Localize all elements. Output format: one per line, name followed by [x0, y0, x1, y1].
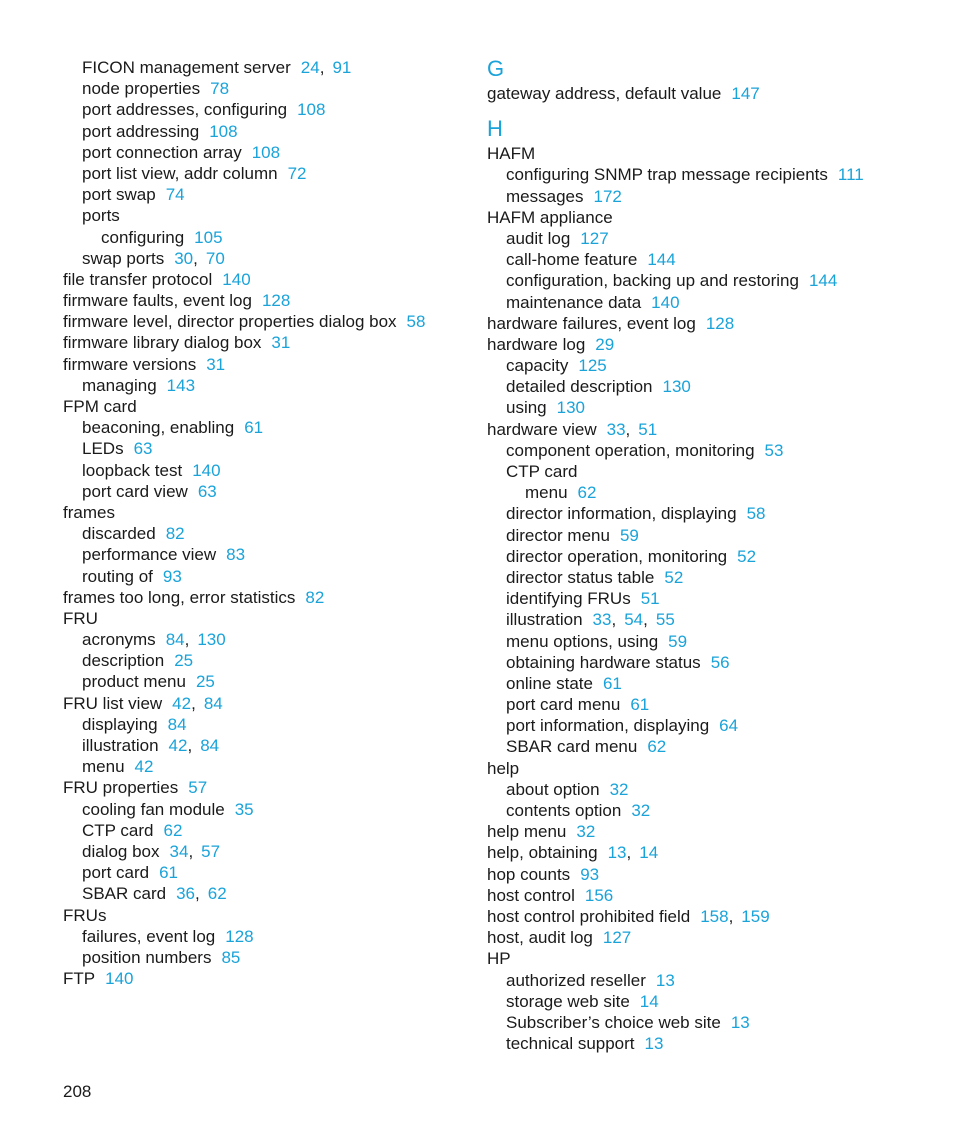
index-entry [63, 693, 473, 714]
page-link[interactable]: 78 [210, 79, 230, 99]
page-number: 208 [63, 1082, 92, 1101]
index-term: firmware library dialog box [63, 333, 262, 353]
index-entry [63, 862, 473, 883]
page-link[interactable]: 33 [592, 610, 612, 630]
index-entry [63, 735, 473, 756]
index-term: beaconing, enabling [82, 418, 235, 438]
page-link[interactable]: 144 [647, 250, 676, 270]
page-link[interactable]: 33 [606, 419, 626, 439]
index-entry [63, 671, 473, 692]
index-term: call-home feature [506, 250, 638, 270]
index-term: FICON management server [82, 58, 291, 77]
page-link[interactable]: 62 [163, 820, 183, 840]
page-link[interactable]: 128 [225, 926, 254, 946]
index-entry [63, 544, 473, 565]
index-entry [487, 143, 927, 164]
index-entry [63, 566, 473, 587]
page-link[interactable]: 59 [668, 631, 688, 651]
index-entry [63, 311, 473, 332]
page-link[interactable]: 91 [332, 58, 352, 77]
index-entry [487, 482, 927, 503]
page-separator: , [625, 419, 631, 439]
section-letter: H [487, 116, 503, 142]
index-term: port card [82, 863, 150, 883]
index-entry [63, 841, 473, 862]
index-entry [487, 970, 927, 991]
page-link[interactable]: 59 [619, 525, 639, 545]
index-entry [63, 968, 473, 989]
page-link[interactable]: 14 [639, 991, 659, 1011]
page-link[interactable]: 51 [640, 589, 660, 609]
index-entry [63, 820, 473, 841]
page-link[interactable]: 84 [165, 630, 185, 650]
index-entry [63, 142, 473, 163]
index-term: director operation, monitoring [506, 546, 728, 566]
index-term: ports [82, 206, 120, 226]
index-term: menu [82, 757, 125, 777]
index-entry [487, 609, 927, 630]
index-term: dialog box [82, 841, 160, 861]
index-entry [63, 57, 473, 78]
page-link[interactable]: 84 [167, 714, 187, 734]
page-link[interactable]: 31 [206, 354, 226, 374]
index-term: routing of [82, 566, 153, 586]
page-link[interactable]: 42 [134, 757, 154, 777]
page-link[interactable]: 25 [174, 651, 194, 671]
page-link[interactable]: 62 [207, 884, 227, 904]
page-link[interactable]: 128 [705, 313, 735, 333]
page-link[interactable]: 14 [639, 843, 659, 863]
index-term: about option [506, 779, 600, 799]
page-link[interactable]: 147 [731, 84, 760, 103]
page-link[interactable]: 143 [166, 375, 196, 395]
index-entry [487, 652, 927, 673]
index-entry [63, 502, 473, 523]
index-term: authorized reseller [506, 970, 646, 990]
index-entry [487, 334, 927, 355]
page-link[interactable]: 55 [655, 610, 675, 630]
page-link[interactable]: 108 [209, 121, 238, 141]
page-link[interactable]: 82 [305, 587, 325, 607]
page-link[interactable]: 13 [655, 970, 675, 990]
page-separator: , [188, 841, 194, 861]
index-term: acronyms [82, 630, 156, 650]
page-link[interactable]: 54 [624, 610, 644, 630]
index-entry [487, 355, 927, 376]
index-term: discarded [82, 524, 156, 544]
index-entry [63, 756, 473, 777]
index-term: illustration [506, 610, 583, 630]
index-term: director information, displaying [506, 504, 737, 524]
index-term: port information, displaying [506, 716, 710, 736]
index-term: performance view [82, 545, 217, 565]
page-link[interactable]: 93 [580, 864, 600, 884]
index-term: configuring [101, 227, 185, 247]
page-link[interactable]: 108 [297, 100, 326, 120]
index-entry [487, 419, 927, 440]
page-link[interactable]: 13 [607, 843, 627, 863]
index-entry [487, 864, 927, 885]
index-term: port list view, addr column [82, 163, 278, 183]
index-entry [487, 292, 927, 313]
page-separator: , [611, 610, 617, 630]
page-link[interactable]: 51 [638, 419, 658, 439]
index-entry [63, 650, 473, 671]
index-entry [63, 205, 473, 226]
page-link[interactable]: 64 [719, 716, 739, 736]
index-term: position numbers [82, 947, 212, 967]
index-term: configuring SNMP trap message recipients [506, 165, 828, 185]
index-entry [487, 270, 927, 291]
index-entry [63, 947, 473, 968]
index-term: loopback test [82, 460, 183, 480]
index-term: description [82, 651, 165, 671]
index-term: LEDs [82, 439, 124, 459]
index-term: file transfer protocol [63, 269, 213, 289]
page-link[interactable]: 72 [287, 163, 307, 183]
index-entry [487, 842, 927, 863]
index-term: illustration [82, 736, 159, 755]
page-link[interactable]: 125 [578, 356, 607, 376]
index-term: port card menu [506, 695, 621, 715]
index-term: SBAR card [82, 884, 167, 904]
page-link[interactable]: 61 [244, 418, 264, 438]
page-link[interactable]: 172 [593, 186, 622, 206]
index-term: port addressing [82, 121, 200, 141]
page-link[interactable]: 159 [741, 906, 770, 926]
page-link[interactable]: 140 [651, 292, 680, 312]
page-separator: , [643, 610, 648, 630]
page-link[interactable]: 13 [644, 1034, 664, 1054]
index-term: managing [82, 375, 157, 395]
page-link[interactable]: 127 [580, 228, 609, 248]
index-term: port connection array [82, 142, 242, 162]
page-link[interactable]: 84 [200, 736, 220, 755]
index-term: hardware view [487, 419, 597, 439]
index-term: port swap [82, 185, 156, 205]
index-term: hop counts [487, 864, 571, 884]
index-term: messages [506, 186, 584, 206]
index-term: storage web site [506, 991, 630, 1011]
index-entry [487, 207, 927, 228]
page-link[interactable]: 108 [251, 142, 281, 162]
index-term: FRU properties [63, 778, 179, 798]
index-term: help, obtaining [487, 843, 598, 863]
index-entry [63, 587, 473, 608]
index-entry [63, 78, 473, 99]
page-link[interactable]: 53 [764, 440, 784, 460]
index-term: FRU [63, 608, 98, 628]
index-entry [487, 83, 927, 104]
page-link[interactable]: 35 [234, 799, 254, 819]
page-link[interactable]: 127 [602, 928, 632, 948]
index-entry [63, 417, 473, 438]
index-entry [63, 184, 473, 205]
index-entry [63, 460, 473, 481]
page-link[interactable]: 52 [737, 546, 757, 566]
index-term: identifying FRUs [506, 589, 631, 609]
index-entry [487, 525, 927, 546]
index-entry [487, 228, 927, 249]
page-link[interactable]: 83 [226, 545, 246, 565]
page-link[interactable]: 61 [159, 863, 179, 883]
page-link[interactable]: 62 [577, 483, 597, 503]
index-term: FTP [63, 969, 96, 989]
page-link[interactable]: 32 [576, 822, 596, 842]
page-link[interactable]: 158 [700, 906, 729, 926]
page-link[interactable]: 61 [630, 695, 650, 715]
index-term: HP [487, 949, 511, 969]
index-entry [63, 163, 473, 184]
page-link[interactable]: 34 [169, 841, 189, 861]
index-term: help [487, 758, 520, 778]
index-entry [487, 927, 927, 948]
index-term: technical support [506, 1034, 635, 1054]
page-link[interactable]: 82 [165, 524, 185, 544]
index-term: using [506, 398, 547, 418]
index-entry [487, 673, 927, 694]
section-letter: G [487, 56, 505, 81]
page-link[interactable]: 156 [584, 885, 614, 905]
page-link[interactable]: 58 [406, 312, 426, 332]
index-entry [487, 313, 927, 334]
index-term: firmware versions [63, 354, 197, 374]
index-term: maintenance data [506, 292, 642, 312]
page-link[interactable]: 74 [165, 185, 185, 205]
page-link[interactable]: 57 [201, 841, 221, 861]
index-term: CTP card [82, 820, 154, 840]
page-separator: , [193, 248, 198, 268]
index-entry [487, 800, 927, 821]
index-entry [63, 905, 473, 926]
index-entry [487, 885, 927, 906]
page-link[interactable]: 111 [837, 165, 864, 185]
page-separator: , [195, 884, 200, 904]
page-link[interactable]: 32 [631, 801, 651, 820]
index-term: Subscriber’s choice web site [506, 1012, 721, 1032]
index-term: FRU list view [63, 693, 163, 713]
index-term: HAFM appliance [487, 207, 613, 227]
index-term: menu options, using [506, 631, 659, 651]
index-entry [487, 376, 927, 397]
index-term: capacity [506, 356, 569, 376]
page-link[interactable]: 63 [197, 481, 217, 501]
index-entry [487, 397, 927, 418]
page-link[interactable]: 42 [168, 736, 188, 755]
page-link[interactable]: 128 [261, 291, 291, 311]
page-link[interactable]: 61 [602, 673, 622, 693]
index-entry [487, 948, 927, 969]
index-term: detailed description [506, 377, 653, 397]
index-entry [63, 332, 473, 353]
index-term: gateway address, default value [487, 84, 722, 103]
index-entry [487, 694, 927, 715]
index-term: SBAR card menu [506, 737, 638, 757]
index-column-right [487, 57, 927, 1054]
page-link[interactable]: 30 [174, 248, 194, 268]
page-link[interactable]: 140 [222, 269, 251, 289]
index-term: host control [487, 885, 575, 905]
page-link[interactable]: 62 [647, 737, 667, 757]
index-entry [63, 248, 473, 269]
page-link[interactable]: 130 [662, 377, 691, 397]
page-link[interactable]: 52 [664, 567, 684, 587]
index-entry [487, 736, 927, 757]
page-link[interactable]: 84 [203, 693, 223, 713]
page-link[interactable]: 70 [205, 248, 225, 268]
index-term: host control prohibited field [487, 906, 691, 926]
index-entry [63, 608, 473, 629]
index-entry [63, 777, 473, 798]
index-entry [63, 481, 473, 502]
index-entry [63, 883, 473, 904]
index-term: HAFM [487, 144, 536, 164]
index-term: firmware faults, event log [63, 291, 252, 311]
index-term: configuration, backing up and restoring [506, 271, 799, 291]
page-separator: , [728, 906, 734, 926]
page-separator: , [319, 58, 325, 77]
index-term: FPM card [63, 397, 137, 416]
index-entry [63, 714, 473, 735]
page-link[interactable]: 29 [595, 334, 615, 354]
page-separator: , [187, 736, 193, 755]
index-entry [487, 906, 927, 927]
page-link[interactable]: 93 [162, 566, 182, 586]
index-entry [487, 440, 927, 461]
index-entry [63, 396, 473, 417]
page-link[interactable]: 130 [556, 398, 586, 418]
index-entry [63, 227, 473, 248]
index-term: menu [525, 483, 568, 503]
index-entry [63, 269, 473, 290]
index-entry [487, 821, 927, 842]
index-term: swap ports [82, 248, 165, 268]
index-entry [487, 588, 927, 609]
page-separator: , [626, 843, 632, 863]
index-term: host, audit log [487, 928, 593, 948]
page-link[interactable]: 56 [710, 652, 730, 672]
page-link[interactable]: 140 [192, 460, 221, 480]
index-entry [63, 375, 473, 396]
index-term: director status table [506, 567, 655, 587]
page-separator: , [191, 693, 196, 713]
index-entry [487, 715, 927, 736]
index-entry [487, 631, 927, 652]
index-term: frames too long, error statistics [63, 587, 296, 607]
index-term: component operation, monitoring [506, 440, 755, 460]
index-term: frames [63, 502, 115, 522]
index-term: CTP card [506, 462, 578, 481]
index-entry [63, 629, 473, 650]
index-entry [63, 799, 473, 820]
index-column-left [63, 57, 473, 989]
page-link[interactable]: 42 [172, 693, 192, 713]
index-entry [487, 991, 927, 1012]
index-entry [63, 354, 473, 375]
index-term: displaying [82, 714, 158, 734]
index-entry [63, 121, 473, 142]
index-term: node properties [82, 79, 201, 99]
index-entry [487, 779, 927, 800]
page-link[interactable]: 85 [221, 947, 241, 967]
page-link[interactable]: 36 [176, 884, 196, 904]
index-term: product menu [82, 672, 186, 692]
index-entry [487, 461, 927, 482]
index-entry [487, 567, 927, 588]
index-term: audit log [506, 228, 571, 248]
page-link[interactable]: 63 [133, 439, 153, 459]
page-link[interactable]: 58 [746, 504, 766, 524]
index-term: port card view [82, 481, 188, 501]
index-entry [63, 99, 473, 120]
page-link[interactable]: 144 [808, 271, 838, 291]
index-entry [63, 523, 473, 544]
index-entry [487, 186, 927, 207]
index-entry [63, 926, 473, 947]
index-entry [487, 1012, 927, 1033]
page-link[interactable]: 13 [730, 1012, 750, 1032]
index-term: help menu [487, 822, 567, 842]
index-term: FRUs [63, 905, 107, 925]
page-link[interactable]: 57 [188, 778, 208, 798]
index-entry [487, 1033, 927, 1054]
index-entry [487, 758, 927, 779]
index-term: failures, event log [82, 926, 216, 946]
page-link[interactable]: 130 [197, 630, 226, 650]
index-entry [487, 503, 927, 524]
index-term: contents option [506, 801, 622, 820]
index-term: firmware level, director properties dialog box [63, 312, 397, 332]
index-entry [487, 249, 927, 270]
page-link[interactable]: 25 [195, 672, 215, 692]
index-term: hardware log [487, 334, 586, 354]
page-separator: , [184, 630, 190, 650]
index-term: port addresses, configuring [82, 100, 288, 120]
page-link[interactable]: 31 [271, 333, 291, 353]
index-entry [487, 164, 927, 185]
page-link[interactable]: 105 [194, 227, 223, 247]
index-entry [63, 290, 473, 311]
index-term: hardware failures, event log [487, 313, 696, 333]
page-link[interactable]: 140 [105, 969, 134, 989]
page-link[interactable]: 32 [609, 779, 629, 799]
index-term: online state [506, 673, 593, 693]
index-entry [487, 546, 927, 567]
index-term: obtaining hardware status [506, 652, 701, 672]
page-link[interactable]: 24 [300, 58, 320, 77]
index-term: cooling fan module [82, 799, 225, 819]
index-term: director menu [506, 525, 610, 545]
index-entry [63, 438, 473, 459]
